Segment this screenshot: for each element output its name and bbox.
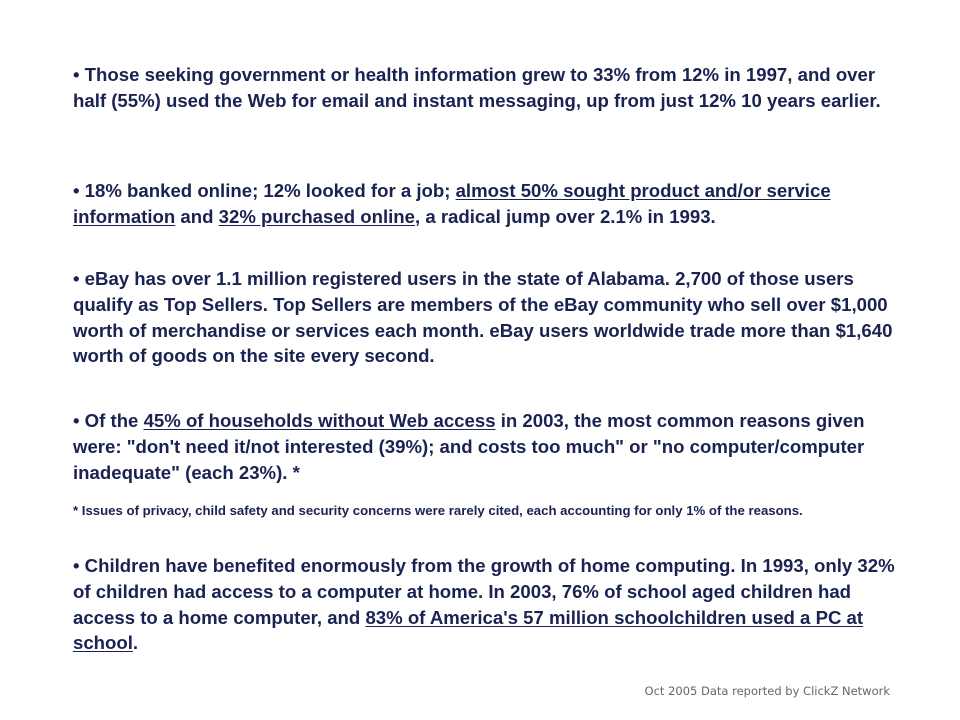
text-run: and <box>175 205 219 227</box>
text-run: • 18% banked online; 12% looked for a job; <box>73 180 456 201</box>
underlined-phrase: almost 50% sought product and/or service information <box>73 180 831 227</box>
text-run: • eBay has over 1.1 million registered users in the state of Alabama. 2,700 of those users qualify as Top Sellers. Top Sellers are members of the eBay community who sell over $1,000 worth of merchandise or services each month. eBay users worldwide trade more than $1,640 worth of goods on the site every second. <box>73 268 893 367</box>
text-run: • Of the <box>73 410 144 431</box>
text-run: , a radical jump over 2.1% in 1993. <box>414 205 716 227</box>
bullet-paragraph-government-info <box>73 62 895 114</box>
bullet-paragraph-online-banking <box>73 178 895 230</box>
bullet-paragraph-households-without-web <box>73 408 895 485</box>
text-run: • Those seeking government or health information grew to 33% from 12% in 1997, and over half (55%) used the Web for email and instant messaging, up from just 12% 10 years earlier. <box>73 64 881 111</box>
source-credit: Oct 2005 Data reported by ClickZ Network <box>644 684 890 698</box>
footnote: * Issues of privacy, child safety and security concerns were rarely cited, each accounting for only 1% of the reasons. <box>73 503 803 518</box>
text-run: . <box>132 632 139 654</box>
text-run: • Children have benefited enormously from the growth of home computing. In 1993, only 32% of children had access to a computer at home. In 2003, 76% of school aged children had access to a home computer, and <box>73 555 895 628</box>
underlined-phrase: 83% of America's 57 million schoolchildren used a PC at school <box>73 606 864 654</box>
bullet-paragraph-ebay-alabama <box>73 266 895 369</box>
text-run: in 2003, the most common reasons given were: "don't need it/not interested (39%); and costs too much" or "no computer/computer inadequate" (each 23%). * <box>73 410 865 483</box>
bullet-paragraph-children-computing <box>73 553 895 656</box>
underlined-phrase: 32% purchased online <box>218 205 415 227</box>
underlined-phrase: 45% of households without Web access <box>143 410 496 431</box>
